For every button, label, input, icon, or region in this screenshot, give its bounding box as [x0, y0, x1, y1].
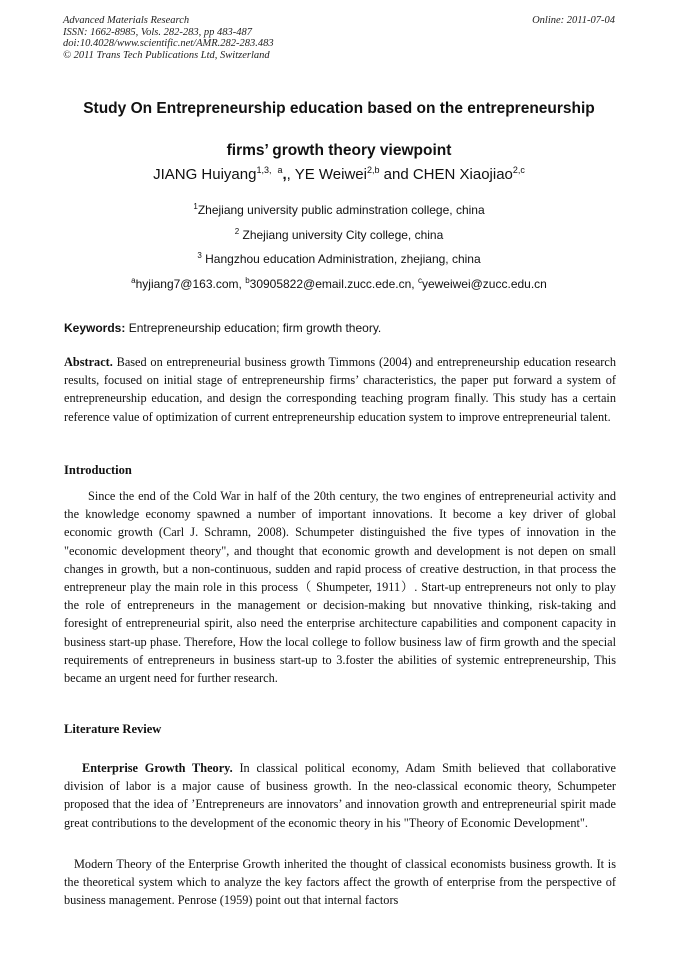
- email-link-a[interactable]: hyjiang7@163.com,: [135, 277, 246, 291]
- author-1: JIANG Huiyang: [153, 166, 257, 183]
- journal-copyright: © 2011 Trans Tech Publications Ltd, Switzerland: [63, 49, 270, 61]
- introduction-heading: Introduction: [64, 463, 132, 477]
- email-link-c[interactable]: yeweiwei@zucc.edu.cn: [421, 277, 547, 291]
- keywords-text: Entrepreneurship education; firm growth theory.: [125, 321, 382, 335]
- author-2-affil: 2,b: [366, 165, 380, 175]
- journal-header: [63, 15, 615, 61]
- author-2: , YE Weiwei: [286, 166, 367, 183]
- title-line-2: firms’ growth theory viewpoint: [226, 142, 452, 159]
- growth-theory-label: Enterprise Growth Theory.: [82, 761, 233, 775]
- author-3-affil: 2,c: [512, 165, 525, 175]
- growth-theory-text: In classical political economy, Adam Smith believed that collaborative division of labor is a major cause of business growth. In the neo-classical economic theory, Schumpeter proposed that the idea of ’Entrepreneurs are innovators’ and innovation growth and entrepreneurial spirit made great contributions to the development of the economic theory in his "Theory of Economic Development".: [64, 761, 616, 830]
- email-link-b[interactable]: 30905822@email.zucc.ede.cn,: [249, 277, 418, 291]
- author-3: and CHEN Xiaojiao: [379, 166, 513, 183]
- title-line-1: Study On Entrepreneurship education based on the entrepreneurship: [83, 100, 595, 117]
- journal-issn: ISSN: 1662-8985, Vols. 282-283, pp 483-487: [63, 26, 252, 38]
- online-date: Online: 2011-07-04: [532, 15, 615, 26]
- journal-name: Advanced Materials Research: [63, 15, 190, 26]
- literature-paragraph-2: Modern Theory of the Enterprise Growth inherited the thought of classical economists business growth. It is the theoretical system which to analyze the key factors affect the growth of enterprise from the perspective of business management. Penrose (1959) point out that internal factors: [64, 857, 616, 908]
- paper-title: [40, 88, 638, 172]
- affiliation-1: $^1$Zhejiang university public adminstration college, china: [193, 202, 485, 217]
- journal-doi: doi:10.4028/www.scientific.net/AMR.282-283.483: [63, 38, 274, 49]
- abstract-text: Based on entrepreneurial business growth Timmons (2004) and entrepreneurship education research results, focused on initial stage of entrepreneurship firms’ characteristics, the paper put forward a system of entrepreneurship education, and design the corresponding teaching program finally. This study has a certain reference value of optimization of current entrepreneurship education system to improve entrepreneurial talent.: [64, 355, 616, 424]
- author-list: JIANG Huiyang$^{1,3,}$ $^a$,, YE Weiwei$^{2,b}$ and CHEN Xiaojiao$^{2,c}$: [153, 165, 525, 183]
- abstract: [64, 353, 616, 426]
- literature-paragraph-1: [64, 759, 616, 832]
- keywords-label: Keywords:: [64, 321, 126, 335]
- introduction-paragraph: Since the end of the Cold War in half of the 20th century, the two engines of entrepreneurial activity and the knowledge economy spawned a number of important innovations. It become a key driver of global economic growth (Carl J. Schramn, 2008). Schumpeter distinguished the five types of innovation in the "economic development theory", and thought that economic growth and development is not depen on small changes in growth, but a non-continuous, sudden and rapid process of creative destruction, in that process the entrepreneur play the main role in this process（ Shumpeter, 1911）. Start-up entrepreneurs not only to play the role of entrepreneurs in the management or decision-making but nnovative thinking, risk-taking and foresight of entrepreneurial spirit, also need the enterprise architecture capabilities and component capacity in business start-up phase. Therefore, How the local college to follow business law of firm growth and the special requirements of entrepreneurs in business start-up to 3.foster the abilities of systemic entrepreneurship, This became an urgent need for further research.: [64, 489, 616, 686]
- affiliation-3: $^3$ Hangzhou education Administration, zhejiang, china: [197, 251, 481, 266]
- author-1-email-mark: a: [277, 165, 283, 175]
- author-emails: $^a$hyjiang7@163.com, $^b$30905822@email.zucc.ede.cn, $^c$yeweiwei@zucc.edu.cn: [131, 276, 547, 291]
- abstract-label: Abstract.: [64, 355, 113, 369]
- literature-heading: Literature Review: [64, 722, 162, 736]
- keywords: [64, 321, 616, 335]
- affiliation-2: $^2$ Zhejiang university City college, china: [234, 227, 444, 242]
- author-1-affil: 1,3,: [256, 165, 272, 175]
